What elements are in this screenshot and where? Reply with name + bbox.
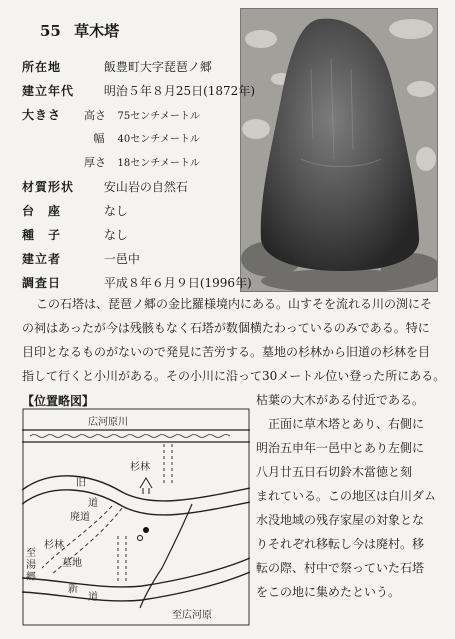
body-line: 目印となるものがないので発見に苦労する。墓地の杉林から旧道の杉林を目 — [22, 345, 431, 359]
map-label-sugibayashi1: 杉林 — [130, 462, 150, 473]
site-marker-icon — [143, 527, 149, 533]
info-row-seed: 種 子 なし — [22, 228, 128, 242]
info-value: 平成８年６月９日(1996年) — [103, 276, 252, 290]
map-label-river: 広河原川 — [88, 417, 128, 428]
item-number: 55 — [40, 22, 61, 40]
info-value: 安山岩の自然石 — [103, 180, 188, 194]
info-value: 明治５年８月25日(1872年) — [103, 84, 256, 98]
info-row-location: 所在地 飯豊町大字琵琶ノ郷 — [22, 60, 212, 74]
info-row-size: 大きさ — [22, 108, 62, 122]
location-map — [22, 408, 250, 626]
side-line: 明治五申年一邑中とあり左側に — [256, 441, 425, 455]
info-row-material: 材質形状 安山岩の自然石 — [22, 180, 188, 194]
stone-photo — [240, 8, 438, 292]
side-line: 水没地域の残存家屋の対象とな — [256, 513, 425, 527]
info-value: なし — [103, 228, 128, 242]
info-row-date-built: 建立年代 明治５年８月25日(1872年) — [22, 84, 256, 98]
size-width: 幅 40センチメートル — [93, 132, 200, 145]
side-line: 正面に草木塔とあり、右側に — [268, 417, 425, 431]
side-line: 八月廿五日石切鈴木當徳と刻 — [256, 465, 413, 479]
body-line: この石塔は、琵琶ノ郷の金比羅様境内にある。山すそを流れる川の渕にそ — [36, 297, 433, 311]
map-label-to-hirogawara: 至広河原 — [172, 610, 212, 621]
info-row-pedestal: 台 座 なし — [22, 204, 128, 218]
map-label-sugibayashi2: 杉林 — [44, 540, 64, 551]
map-label-haido: 廃道 — [70, 512, 90, 523]
side-line: まれている。この地区は白川ダム — [256, 489, 437, 503]
body-line: 指して行くと小川がある。その小川に沿って30メートル位い登った所にある。 — [22, 369, 446, 383]
info-value: なし — [103, 204, 128, 218]
map-title: 【位置略図】 — [22, 394, 95, 408]
size-thickness: 厚さ 18センチメートル — [84, 156, 200, 169]
side-line: をこの地に集めたという。 — [256, 585, 401, 599]
map-label-bochi: 墓地 — [62, 558, 82, 569]
side-paragraph — [256, 388, 444, 604]
map-label-kyu: 旧 — [76, 478, 86, 489]
map-label-tsuma3: 郷 — [26, 572, 36, 583]
info-value: 飯豊町大字琵琶ノ郷 — [103, 60, 212, 74]
side-line: りそれぞれ移転し今は廃村。移 — [256, 537, 425, 551]
map-label-do2: 道 — [88, 592, 98, 603]
map-label-do1: 道 — [88, 498, 98, 509]
map-label-to-tsuma: 至 — [26, 548, 36, 559]
page-title — [40, 20, 119, 41]
info-row-survey-date: 調査日 平成８年６月９日(1996年) — [22, 276, 252, 290]
item-title: 草木塔 — [74, 22, 120, 40]
body-line: の祠はあったが今は残骸もなく石塔が数個横たわっているのみである。特に — [22, 321, 430, 335]
map-label-shin: 新 — [68, 584, 78, 595]
side-line: 枯葉の大木がある付近である。 — [256, 393, 425, 407]
map-label-tsuma2: 湯 — [26, 560, 36, 571]
info-row-builder: 建立者 一邑中 — [22, 252, 140, 266]
size-height: 高さ 75センチメートル — [84, 109, 200, 122]
side-line: 転の際、村中で祭っていた石塔 — [256, 561, 425, 575]
info-value: 一邑中 — [103, 252, 140, 266]
body-paragraph — [22, 292, 446, 388]
